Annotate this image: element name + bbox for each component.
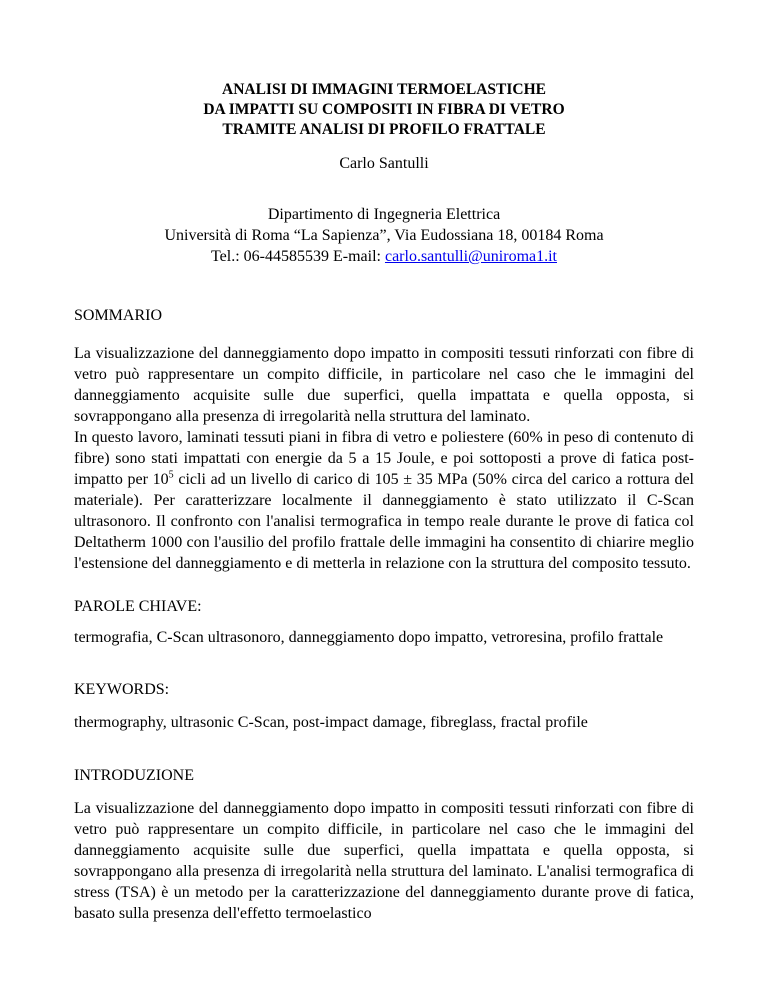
affiliation <box>74 204 694 267</box>
sommario-paragraph-2-end: cicli ad un livello di carico di 105 ± 35 MPa (50% circa del carico a rottura del materiale). Per caratterizzare localmente il danneggiamento è stato utilizzato il C-Scan ultrasonoro. Il confronto con l'analisi termografica in tempo reale durante le prove di fatica col Deltatherm 1000 con l'ausilio del profilo frattale delle immagini ha consentito di chiarire meglio l'estensione del danneggiamento e di metterla in relazione con la struttura del composito tessuto. <box>74 471 695 572</box>
sommario-paragraph-2-start: In questo lavoro, laminati tessuti piani in fibra di vetro e poliestere (60% in peso di contenuto di fibre) sono stati impattati con energie da 5 a 15 Joule, e poi sottoposti a prove di fatica post-impatto per 10 <box>74 429 694 488</box>
contact-phone: Tel.: 06-44585539 E-mail: <box>211 248 385 265</box>
affiliation-department: Dipartimento di Ingegneria Elettrica <box>267 206 501 223</box>
title-line-1: ANALISI DI IMMAGINI TERMOELASTICHE <box>222 81 546 98</box>
paper-title <box>74 80 694 140</box>
email-link[interactable]: carlo.santulli@uniroma1.it <box>384 248 557 265</box>
keywords-text: thermography, ultrasonic C-Scan, post-impact damage, fibreglass, fractal profile <box>74 714 588 731</box>
affiliation-contact <box>74 246 694 267</box>
sommario-heading: SOMMARIO <box>74 307 163 324</box>
sommario-paragraph-1: La visualizzazione del danneggiamento dopo impatto in compositi tessuti rinforzati con fibre di vetro può rappresentare un compito difficile, in particolare nel caso che le immagini del danneggiamento acquisite sulle due superfici, quella impattata e quella opposta, si sovrappongano alla presenza di irregolarità nella struttura del laminato. <box>74 345 694 425</box>
keywords-heading: KEYWORDS: <box>74 681 170 698</box>
sommario-paragraph-2 <box>74 427 694 574</box>
introduzione-paragraph: La visualizzazione del danneggiamento dopo impatto in compositi tessuti rinforzati con fibre di vetro può rappresentare un compito difficile, in particolare nel caso che le immagini del danneggiamento acquisite sulle due superfici, quella impattata e quella opposta, si sovrappongano alla presenza di irregolarità nella struttura del laminato. L'analisi termografica di stress (TSA) è un metodo per la caratterizzazione del danneggiamento durante prove di fatica, basato sulla presenza dell'effetto termoelastico <box>74 800 694 922</box>
title-line-2: DA IMPATTI SU COMPOSITI IN FIBRA DI VETRO <box>203 101 565 118</box>
title-line-3: TRAMITE ANALISI DI PROFILO FRATTALE <box>222 121 546 138</box>
author-name: Carlo Santulli <box>339 155 429 172</box>
affiliation-university: Università di Roma “La Sapienza”, Via Eudossiana 18, 00184 Roma <box>164 227 604 244</box>
introduzione-heading: INTRODUZIONE <box>74 767 194 784</box>
exponent-superscript: 5 <box>168 469 174 481</box>
parole-chiave-heading: PAROLE CHIAVE: <box>74 598 202 615</box>
parole-chiave-text: termografia, C-Scan ultrasonoro, danneggiamento dopo impatto, vetroresina, profilo frattale <box>74 629 664 646</box>
